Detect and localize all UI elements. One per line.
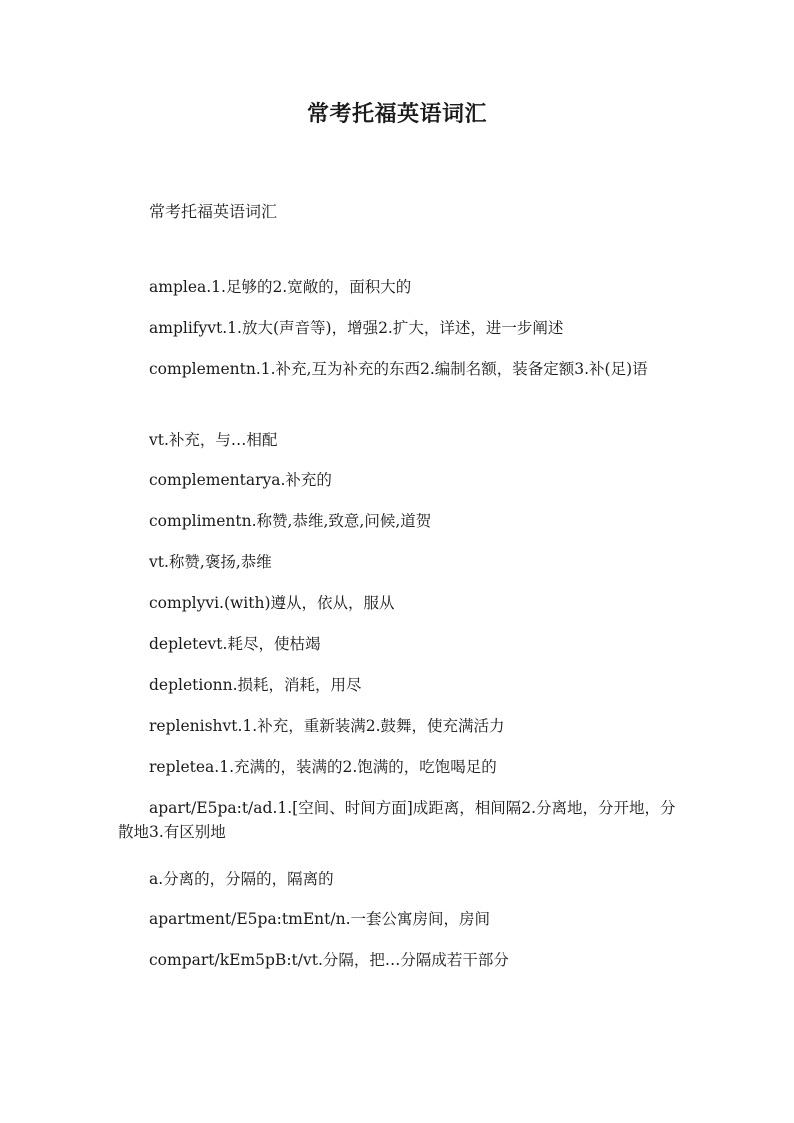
vocab-entry-replete: repletea.1.充满的，装满的2.饱满的，吃饱喝足的: [149, 758, 497, 776]
vocab-entry-compliment: complimentn.称赞,恭维,致意,问候,道贺: [149, 512, 432, 530]
vocab-entry-apartment: apartment/E5pa:tmEnt/n.一套公寓房间，房间: [149, 910, 490, 928]
vocab-entry-apart-a: a.分离的，分隔的，隔离的: [149, 870, 334, 888]
page-title: 常考托福英语词汇: [306, 101, 487, 127]
vocab-entry-deplete: depletevt.耗尽，使枯竭: [149, 635, 321, 653]
vocab-entry-comply: complyvi.(with)遵从，依从，服从: [149, 594, 395, 612]
vocab-entry-depletion: depletionn.损耗，消耗，用尽: [149, 676, 362, 694]
vocab-entry-amplify: amplifyvt.1.放大(声音等)，增强2.扩大，详述，进一步阐述: [149, 319, 564, 337]
vocab-entry-replenish: replenishvt.1.补充，重新装满2.鼓舞，使充满活力: [149, 717, 505, 735]
vocab-entry-ample: amplea.1.足够的2.宽敞的，面积大的: [149, 278, 412, 296]
vocab-entry-complement-vt: vt.补充，与…相配: [149, 431, 278, 449]
document-subtitle: 常考托福英语词汇: [149, 202, 278, 221]
vocab-entry-compliment-vt: vt.称赞,褒扬,恭维: [149, 553, 272, 571]
vocab-entry-compart: compart/kEm5pB:t/vt.分隔，把…分隔成若干部分: [149, 951, 509, 969]
vocab-entry-complement: complementn.1.补充,互为补充的东西2.编制名额，装备定额3.补(足)语: [149, 360, 648, 378]
vocab-entry-apart: apart/E5pa:t/ad.1.[空间、时间方面]成距离，相间隔2.分离地，分开地，分散地3.有区别地: [118, 799, 676, 841]
vocab-entry-complementary: complementarya.补充的: [149, 471, 332, 489]
